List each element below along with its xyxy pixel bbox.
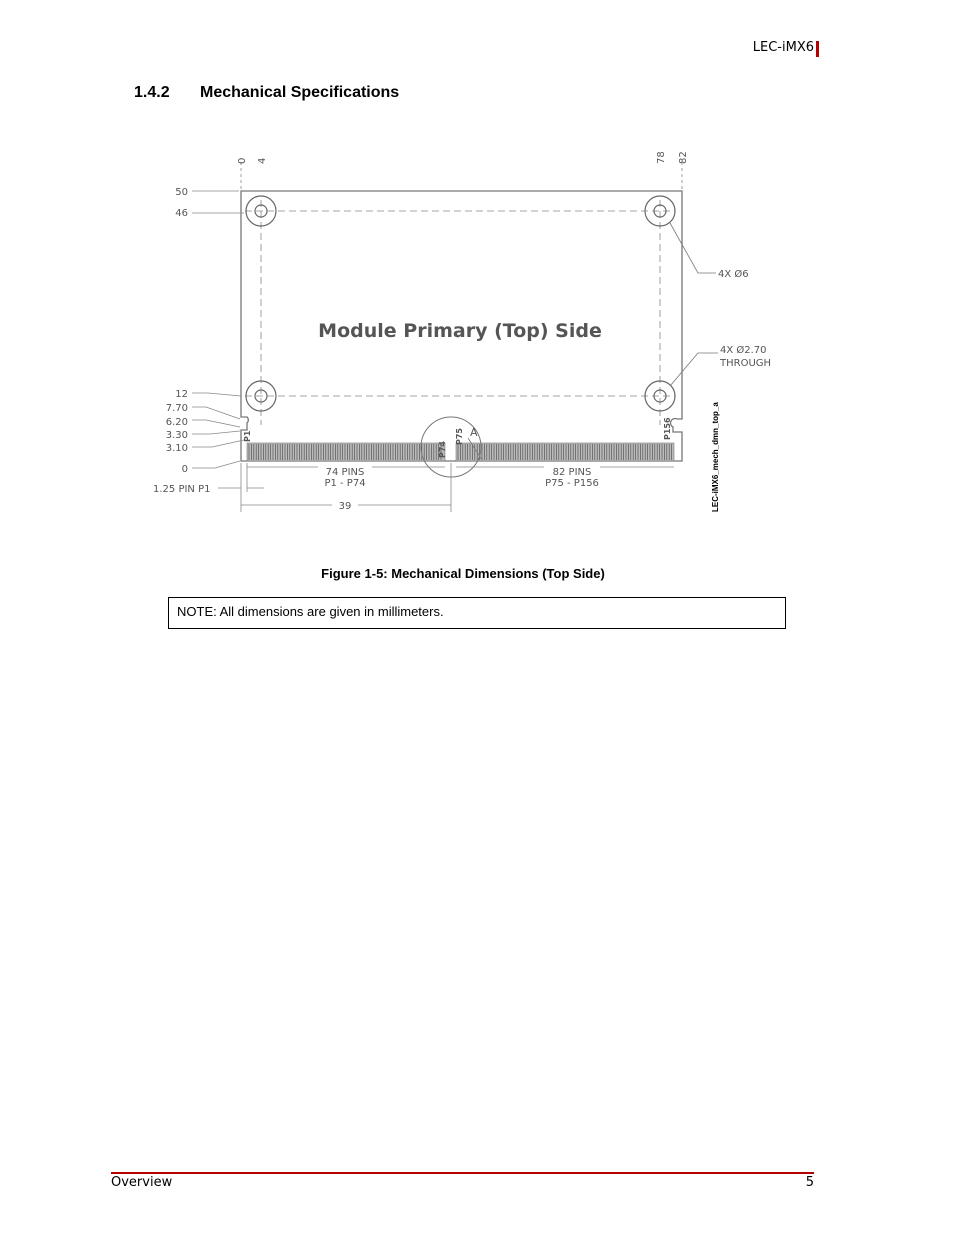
- pin-p1-dimension: 1.25 PIN P1: [153, 484, 211, 495]
- pins-left-range: P1 - P74: [324, 478, 366, 489]
- y-dim-7-70: 7.70: [165, 403, 188, 414]
- detail-label: A: [470, 426, 478, 439]
- drawing-id-label: LEC-iMX6_mech_dmn_top_a: [711, 402, 720, 512]
- note-box: [168, 597, 786, 629]
- footer-rule: [111, 1172, 814, 1174]
- pin-label-p156: P156: [663, 417, 672, 440]
- x-dim-4: 4: [257, 157, 268, 164]
- y-dim-50: 50: [175, 187, 188, 198]
- x-dim-0: 0: [237, 157, 248, 164]
- pin-label-p1: P1: [243, 430, 252, 442]
- y-dim-12: 12: [175, 389, 188, 400]
- section-number: 1.4.2: [134, 84, 170, 101]
- x-dim-82: 82: [678, 151, 689, 164]
- footer-section-name: Overview: [111, 1175, 173, 1190]
- x-dim-78: 78: [656, 151, 667, 164]
- header-product-name: LEC-iMX6: [752, 40, 814, 55]
- module-label: Module Primary (Top) Side: [318, 320, 602, 342]
- y-dim-3-10: 3.10: [165, 443, 188, 454]
- footer-page-number: 5: [805, 1175, 814, 1190]
- y-dim-0: 0: [181, 464, 188, 475]
- dim-39: 39: [338, 501, 352, 512]
- hole-callout-large: 4X Ø6: [718, 269, 749, 280]
- y-dim-3-30: 3.30: [165, 430, 188, 441]
- hole-callout-small-1: 4X Ø2.70: [720, 345, 767, 356]
- pins-right-count: 82 PINS: [552, 467, 592, 478]
- mechanical-drawing: [140, 140, 790, 520]
- pin-label-p74: P74: [438, 441, 447, 458]
- y-dim-46: 46: [175, 208, 188, 219]
- pin-label-p75: P75: [455, 428, 464, 445]
- note-text: NOTE: All dimensions are given in millimeters.: [177, 604, 444, 619]
- pins-left-count: 74 PINS: [325, 467, 365, 478]
- header-accent-bar: [816, 41, 819, 57]
- hole-callout-small-2: THROUGH: [720, 358, 772, 369]
- pins-right-range: P75 - P156: [545, 478, 599, 489]
- section-heading: [134, 84, 399, 102]
- figure-caption: Figure 1-5: Mechanical Dimensions (Top Side): [321, 566, 605, 581]
- section-title: Mechanical Specifications: [200, 84, 400, 101]
- y-dim-6-20: 6.20: [165, 417, 188, 428]
